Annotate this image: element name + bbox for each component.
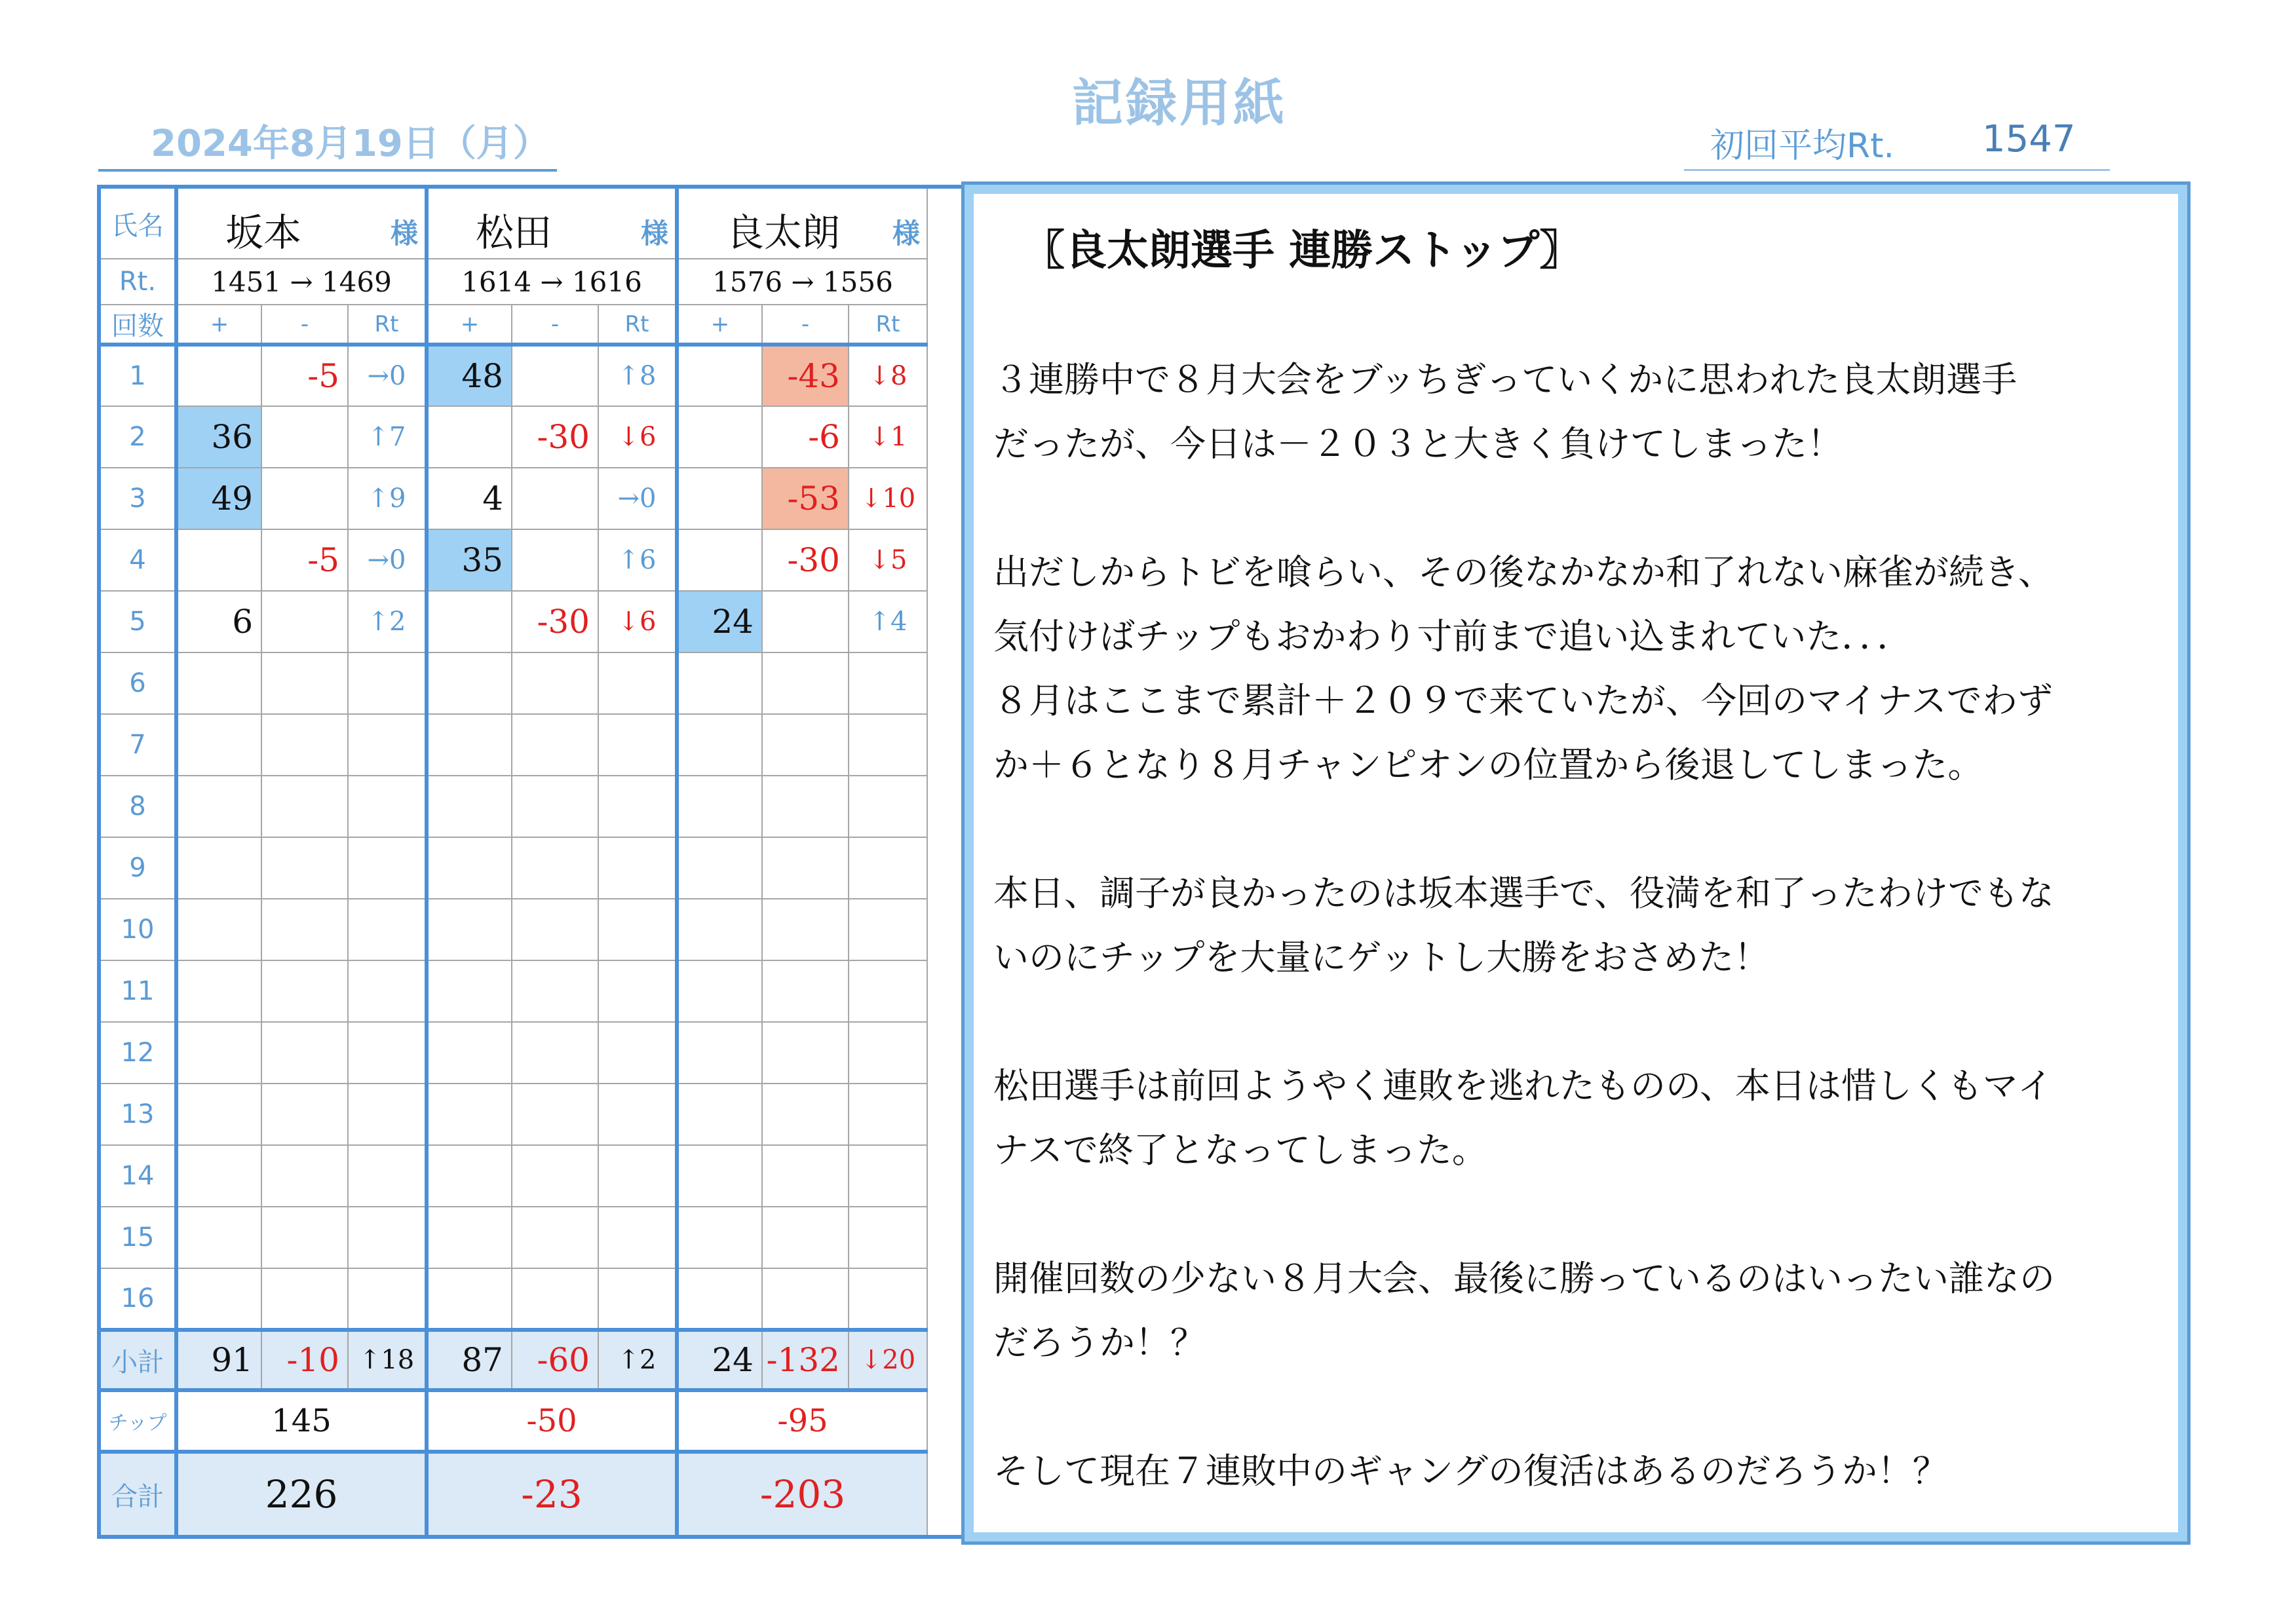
average-rating-underline <box>1684 169 2110 171</box>
table-row <box>99 1268 1012 1330</box>
empty-cell <box>427 1022 512 1084</box>
average-rating-value: 1547 <box>1982 118 2076 161</box>
empty-cell <box>849 899 927 960</box>
empty-cell <box>849 1145 927 1207</box>
empty-cell <box>512 1268 598 1330</box>
article-line: いのにチップを大量にゲットし大勝をおさめた！ <box>993 937 1770 978</box>
empty-cell <box>512 1084 598 1145</box>
subtotal-minus: -10 <box>261 1330 348 1390</box>
rt-header: Rt <box>598 305 677 345</box>
round-number: 10 <box>99 899 176 960</box>
round-number: 4 <box>99 529 176 591</box>
empty-cell <box>261 1145 348 1207</box>
table-row <box>99 591 1012 652</box>
minus-score: -30 <box>512 591 598 652</box>
empty-cell <box>512 714 598 776</box>
empty-cell <box>512 1207 598 1268</box>
empty-cell <box>512 652 598 714</box>
honorific-label: 様 <box>640 217 668 250</box>
rating-change: ↓6 <box>598 406 677 468</box>
plus-score <box>677 468 762 529</box>
article-line: ８月はここまで累計＋２０９で来ていたが、今回のマイナスでわず <box>993 680 2053 721</box>
empty-cell <box>677 899 762 960</box>
minus-score: -5 <box>261 345 348 406</box>
plus-header: + <box>176 305 261 345</box>
empty-cell <box>261 1207 348 1268</box>
subtotal-plus: 91 <box>176 1330 261 1390</box>
empty-cell <box>849 714 927 776</box>
plus-score <box>427 406 512 468</box>
empty-cell <box>261 776 348 837</box>
round-number: 3 <box>99 468 176 529</box>
empty-cell <box>176 652 261 714</box>
empty-cell <box>762 1084 849 1145</box>
empty-cell <box>598 652 677 714</box>
empty-cell <box>176 960 261 1022</box>
round-number: 12 <box>99 1022 176 1084</box>
minus-score: -53 <box>762 468 849 529</box>
empty-cell <box>849 837 927 899</box>
round-number: 11 <box>99 960 176 1022</box>
player-rating: 1451 → 1469 <box>176 259 427 305</box>
rt-header: Rt <box>348 305 427 345</box>
table-row <box>99 1145 1012 1207</box>
rating-change: ↓6 <box>598 591 677 652</box>
empty-cell <box>512 776 598 837</box>
honorific-label: 様 <box>390 217 418 250</box>
empty-cell <box>762 1268 849 1330</box>
article-line: だろうか！？ <box>993 1322 1206 1363</box>
empty-cell <box>261 899 348 960</box>
total-label: 合計 <box>99 1452 176 1537</box>
article-blank-line <box>993 1182 2173 1247</box>
plus-score <box>677 406 762 468</box>
plus-score: 4 <box>427 468 512 529</box>
empty-cell <box>677 1084 762 1145</box>
table-row <box>99 652 1012 714</box>
minus-header: - <box>512 305 598 345</box>
empty-cell <box>261 1084 348 1145</box>
empty-cell <box>849 1268 927 1330</box>
empty-cell <box>176 776 261 837</box>
rating-change: ↓5 <box>849 529 927 591</box>
subtotal-minus: -60 <box>512 1330 598 1390</box>
empty-cell <box>427 1084 512 1145</box>
minus-score <box>261 468 348 529</box>
plus-score: 49 <box>176 468 261 529</box>
player-rating: 1614 → 1616 <box>427 259 677 305</box>
total-value: 226 <box>176 1452 427 1537</box>
plus-score <box>427 591 512 652</box>
empty-cell <box>261 960 348 1022</box>
table-row <box>99 406 1012 468</box>
empty-cell <box>598 837 677 899</box>
article-blank-line <box>993 797 2173 861</box>
table-row <box>99 776 1012 837</box>
empty-cell <box>512 1022 598 1084</box>
empty-cell <box>677 776 762 837</box>
empty-cell <box>348 652 427 714</box>
date-underline <box>98 169 557 172</box>
round-number: 14 <box>99 1145 176 1207</box>
empty-cell <box>677 1207 762 1268</box>
empty-cell <box>512 1145 598 1207</box>
empty-cell <box>427 776 512 837</box>
rating-change: ↑2 <box>348 591 427 652</box>
empty-cell <box>427 1268 512 1330</box>
empty-cell <box>427 960 512 1022</box>
rating-label: Rt. <box>99 259 176 305</box>
empty-cell <box>762 1022 849 1084</box>
table-row <box>99 529 1012 591</box>
table-row <box>99 468 1012 529</box>
plus-score: 24 <box>677 591 762 652</box>
empty-cell <box>348 837 427 899</box>
empty-cell <box>762 652 849 714</box>
empty-cell <box>261 1268 348 1330</box>
empty-cell <box>176 1268 261 1330</box>
empty-cell <box>261 1022 348 1084</box>
plus-header: + <box>677 305 762 345</box>
plus-score <box>677 345 762 406</box>
empty-cell <box>512 837 598 899</box>
empty-cell <box>598 1207 677 1268</box>
table-row <box>99 1207 1012 1268</box>
empty-cell <box>762 960 849 1022</box>
round-number: 9 <box>99 837 176 899</box>
score-table <box>97 185 1014 1539</box>
plus-score: 35 <box>427 529 512 591</box>
empty-cell <box>598 714 677 776</box>
table-row <box>99 899 1012 960</box>
empty-cell <box>427 1145 512 1207</box>
empty-cell <box>762 1207 849 1268</box>
minus-score: -6 <box>762 406 849 468</box>
empty-cell <box>348 899 427 960</box>
empty-cell <box>348 1207 427 1268</box>
plus-score: 6 <box>176 591 261 652</box>
table-row <box>99 960 1012 1022</box>
empty-cell <box>598 776 677 837</box>
empty-cell <box>849 652 927 714</box>
round-number: 8 <box>99 776 176 837</box>
article-line: 開催回数の少ない８月大会、最後に勝っているのはいったい誰なの <box>993 1258 2055 1299</box>
round-number: 15 <box>99 1207 176 1268</box>
round-number: 13 <box>99 1084 176 1145</box>
article-line: だったが、今日は－２０３と大きく負けてしまった！ <box>993 423 1843 464</box>
article-line: ナスで終了となってしまった。 <box>993 1129 1487 1171</box>
empty-cell <box>348 1022 427 1084</box>
article-line: ３連勝中で８月大会をブッちぎっていくかに思われた良太朗選手 <box>993 359 2018 400</box>
minus-score <box>512 345 598 406</box>
subtotal-rating-change: ↑18 <box>348 1330 427 1390</box>
player-rating: 1576 → 1556 <box>677 259 927 305</box>
minus-header: - <box>762 305 849 345</box>
empty-cell <box>176 837 261 899</box>
record-date: 2024年8月19日（月） <box>151 123 550 165</box>
plus-header: + <box>427 305 512 345</box>
rating-change: →0 <box>598 468 677 529</box>
average-rating-label: 初回平均Rt. <box>1710 126 1895 166</box>
table-row <box>99 714 1012 776</box>
article-blank-line <box>993 990 2173 1054</box>
rt-header: Rt <box>849 305 927 345</box>
rating-change: ↑7 <box>348 406 427 468</box>
minus-header: - <box>261 305 348 345</box>
empty-cell <box>348 1268 427 1330</box>
minus-score <box>762 591 849 652</box>
rating-change: ↑4 <box>849 591 927 652</box>
table-row <box>99 1452 1012 1537</box>
round-number: 5 <box>99 591 176 652</box>
subtotal-rating-change: ↑2 <box>598 1330 677 1390</box>
subtotal-plus: 24 <box>677 1330 762 1390</box>
chip-value: -50 <box>427 1390 677 1452</box>
empty-cell <box>176 899 261 960</box>
table-row <box>99 345 1012 406</box>
empty-cell <box>762 837 849 899</box>
empty-cell <box>849 960 927 1022</box>
empty-cell <box>348 714 427 776</box>
empty-cell <box>762 714 849 776</box>
empty-cell <box>512 960 598 1022</box>
article-line: 気付けばチップもおかわり寸前まで追い込まれていた．．． <box>993 616 1913 657</box>
rating-change: ↑6 <box>598 529 677 591</box>
empty-cell <box>849 1084 927 1145</box>
empty-cell <box>598 1084 677 1145</box>
article-blank-line <box>993 476 2173 540</box>
empty-cell <box>849 776 927 837</box>
table-row <box>99 1390 1012 1452</box>
player-name: 良太朗 <box>726 210 841 255</box>
table-row <box>99 259 1012 305</box>
plus-score <box>176 529 261 591</box>
article-line: 松田選手は前回ようやく連敗を逃れたものの、本日は惜しくもマイ <box>993 1065 2053 1106</box>
empty-cell <box>348 1145 427 1207</box>
empty-cell <box>677 1268 762 1330</box>
article-body <box>993 348 2173 1503</box>
article-panel <box>963 183 2189 1543</box>
table-row <box>99 1022 1012 1084</box>
player-name-cell <box>176 187 427 259</box>
empty-cell <box>261 714 348 776</box>
total-value: -203 <box>677 1452 927 1537</box>
rating-change: ↑8 <box>598 345 677 406</box>
rounds-label: 回数 <box>99 305 176 345</box>
plus-score <box>677 529 762 591</box>
empty-cell <box>762 776 849 837</box>
subtotal-minus: -132 <box>762 1330 849 1390</box>
table-row <box>99 1330 1012 1390</box>
empty-cell <box>176 1084 261 1145</box>
subtotal-label: 小計 <box>99 1330 176 1390</box>
minus-score: -30 <box>762 529 849 591</box>
empty-cell <box>598 1022 677 1084</box>
subtotal-rating-change: ↓20 <box>849 1330 927 1390</box>
empty-cell <box>849 1022 927 1084</box>
empty-cell <box>261 652 348 714</box>
empty-cell <box>849 1207 927 1268</box>
empty-cell <box>427 837 512 899</box>
empty-cell <box>677 652 762 714</box>
plus-score <box>176 345 261 406</box>
empty-cell <box>677 1022 762 1084</box>
minus-score <box>512 529 598 591</box>
empty-cell <box>427 899 512 960</box>
empty-cell <box>677 1145 762 1207</box>
player-name: 松田 <box>476 210 552 255</box>
name-label: 氏名 <box>99 187 176 259</box>
rating-change: ↓10 <box>849 468 927 529</box>
article-line: か＋６となり８月チャンピオンの位置から後退してしまった。 <box>993 744 1983 785</box>
minus-score: -5 <box>261 529 348 591</box>
rating-change: →0 <box>348 529 427 591</box>
empty-cell <box>176 1145 261 1207</box>
table-row <box>99 187 1012 259</box>
empty-cell <box>261 837 348 899</box>
round-number: 6 <box>99 652 176 714</box>
rating-change: ↓8 <box>849 345 927 406</box>
empty-cell <box>762 899 849 960</box>
minus-score <box>512 468 598 529</box>
table-row <box>99 1084 1012 1145</box>
player-name-cell <box>677 187 927 259</box>
round-number: 2 <box>99 406 176 468</box>
round-number: 16 <box>99 1268 176 1330</box>
empty-cell <box>427 652 512 714</box>
rating-change: ↓1 <box>849 406 927 468</box>
empty-cell <box>677 714 762 776</box>
empty-cell <box>598 960 677 1022</box>
subtotal-plus: 87 <box>427 1330 512 1390</box>
empty-cell <box>176 1207 261 1268</box>
minus-score <box>261 406 348 468</box>
empty-cell <box>427 714 512 776</box>
minus-score: -43 <box>762 345 849 406</box>
table-row <box>99 837 1012 899</box>
empty-cell <box>598 899 677 960</box>
table-row <box>99 305 1012 345</box>
page-title: 記録用紙 <box>1071 74 1287 133</box>
article-blank-line <box>993 1375 2173 1439</box>
empty-cell <box>348 1084 427 1145</box>
chip-value: -95 <box>677 1390 927 1452</box>
round-number: 1 <box>99 345 176 406</box>
article-line: そして現在７連敗中のギャングの復活はあるのだろうか！？ <box>993 1450 1948 1492</box>
empty-cell <box>677 837 762 899</box>
empty-cell <box>427 1207 512 1268</box>
empty-cell <box>512 899 598 960</box>
article-headline: 〖良太朗選手 連勝ストップ〗 <box>1023 227 1582 275</box>
player-name-cell <box>427 187 677 259</box>
plus-score: 48 <box>427 345 512 406</box>
plus-score: 36 <box>176 406 261 468</box>
empty-cell <box>176 1022 261 1084</box>
empty-cell <box>598 1268 677 1330</box>
chip-value: 145 <box>176 1390 427 1452</box>
player-name: 坂本 <box>225 210 302 255</box>
empty-cell <box>348 776 427 837</box>
round-number: 7 <box>99 714 176 776</box>
empty-cell <box>176 714 261 776</box>
chip-label: チップ <box>99 1390 176 1452</box>
article-line: 出だしからトビを喰らい、その後なかなか和了れない麻雀が続き、 <box>993 552 2054 593</box>
empty-cell <box>677 960 762 1022</box>
minus-score: -30 <box>512 406 598 468</box>
article-line: 本日、調子が良かったのは坂本選手で、役満を和了ったわけでもな <box>993 873 2054 914</box>
empty-cell <box>348 960 427 1022</box>
total-value: -23 <box>427 1452 677 1537</box>
empty-cell <box>598 1145 677 1207</box>
honorific-label: 様 <box>892 217 920 250</box>
minus-score <box>261 591 348 652</box>
empty-cell <box>762 1145 849 1207</box>
rating-change: →0 <box>348 345 427 406</box>
rating-change: ↑9 <box>348 468 427 529</box>
